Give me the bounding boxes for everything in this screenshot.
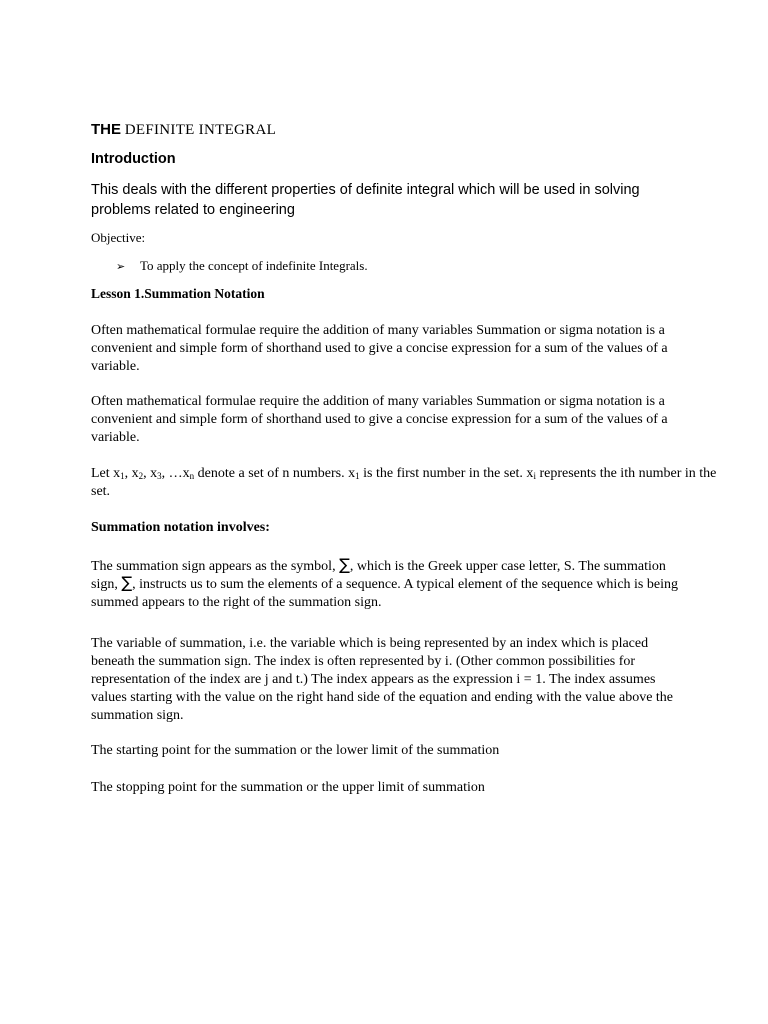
text-run: Let x — [91, 466, 121, 481]
title-rest-part: DEFINITE INTEGRAL — [124, 122, 277, 138]
subscript: 2 — [138, 471, 144, 481]
subscript: i — [533, 471, 536, 481]
subscript: 1 — [120, 471, 125, 481]
text-run: represents the ith number in the set. — [91, 466, 717, 499]
sigma-symbol: ∑ — [339, 555, 350, 574]
paragraph-upper-limit: The stopping point for the summation or the upper limit of summation — [91, 780, 485, 795]
arrow-bullet-icon: ➢ — [116, 260, 126, 273]
paragraph-set-definition — [91, 465, 731, 501]
document-title — [91, 121, 276, 139]
objective-list-item — [116, 258, 368, 275]
text-run: , which is the Greek upper case letter, S. The summation sign, — [91, 559, 666, 592]
sigma-symbol: ∑ — [121, 573, 133, 592]
subscript: 3 — [157, 471, 162, 481]
text-run: , instructs us to sum the elements of a sequence. A typical element of the sequence which is being summed appears to the right of the summation sign. — [91, 577, 678, 610]
text-run: is the first number in the set. x — [359, 466, 534, 481]
objective-item-text: To apply the concept of indefinite Integrals. — [140, 258, 368, 273]
text-run: , …x — [161, 466, 190, 481]
text-run: , x — [124, 466, 139, 481]
subscript: 1 — [355, 471, 360, 481]
lesson-heading: Lesson 1.Summation Notation — [91, 286, 265, 301]
introduction-text: This deals with the different properties of definite integral which will be used in solving problems related to engineering — [91, 182, 640, 218]
paragraph-summation-sign — [91, 555, 691, 612]
paragraph-summation-intro-repeat: Often mathematical formulae require the addition of many variables Summation or sigma notation is a convenient and simple form of shorthand used to give a concise expression for a sum of the values of a variable. — [91, 394, 668, 445]
paragraph-lower-limit: The starting point for the summation or the lower limit of the summation — [91, 743, 500, 758]
introduction-heading: Introduction — [91, 151, 176, 167]
objective-label: Objective: — [91, 230, 146, 245]
text-run: denote a set of n numbers. x — [194, 466, 356, 481]
summation-involves-heading: Summation notation involves: — [91, 520, 270, 535]
subscript: n — [189, 471, 195, 481]
paragraph-summation-intro: Often mathematical formulae require the addition of many variables Summation or sigma notation is a convenient and simple form of shorthand used to give a concise expression for a sum of the values of a variable. — [91, 323, 668, 374]
text-run: The summation sign appears as the symbol, — [91, 559, 340, 574]
paragraph-variable-of-summation: The variable of summation, i.e. the variable which is being represented by an index which is placed beneath the summation sign. The index is often represented by i. (Other common possibilities for representation of the index are j and t.) The index appears as the expression i = 1. The index assumes values starting with the value on the right hand side of the equation and ending with the value above the summation sign. — [91, 636, 674, 723]
text-run: , x — [143, 466, 158, 481]
title-bold-part: THE — [91, 121, 121, 138]
